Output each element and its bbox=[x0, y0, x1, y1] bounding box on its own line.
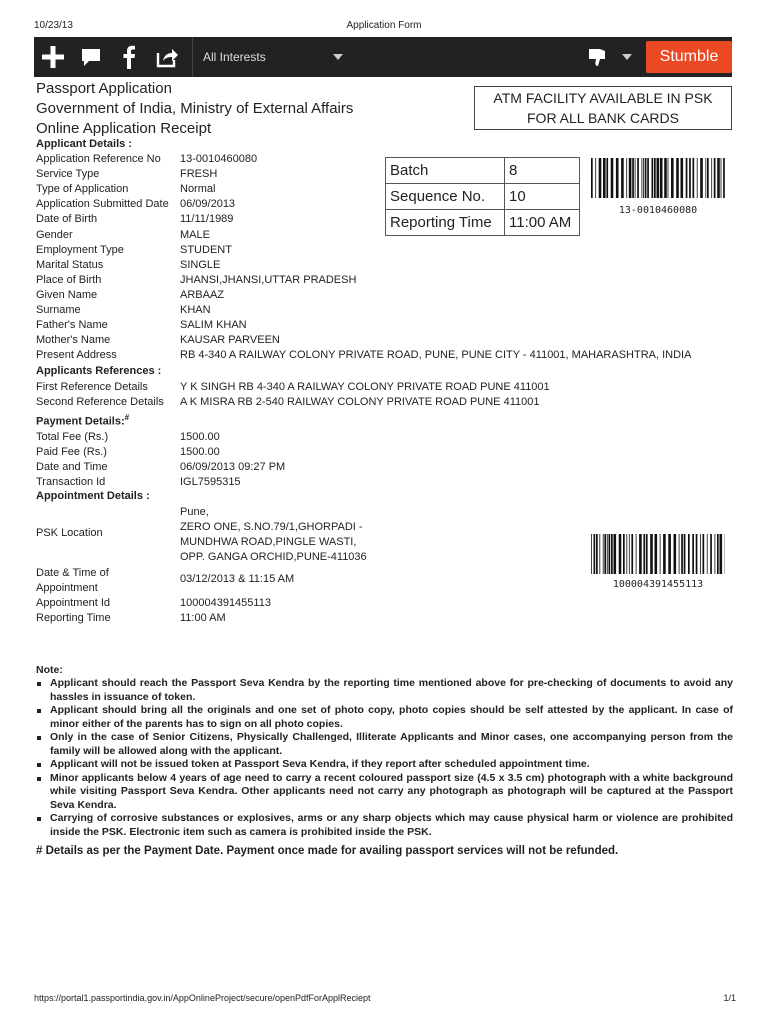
field-label: Employment Type bbox=[36, 243, 124, 256]
barcode-bar bbox=[707, 534, 708, 574]
barcode-bar bbox=[631, 534, 633, 574]
title-line: Government of India, Ministry of External Affairs bbox=[36, 100, 354, 117]
field-label: Surname bbox=[36, 304, 81, 316]
barcode-image bbox=[591, 158, 725, 198]
barcode-bar bbox=[710, 534, 712, 574]
field-value: 06/09/2013 bbox=[180, 198, 236, 211]
field-label: Mother's Name bbox=[36, 334, 111, 347]
barcode-bar bbox=[711, 158, 712, 198]
field-value: A K MISRA RB 2-540 RAILWAY COLONY PRIVATE ROAD PUNE 411001 bbox=[180, 396, 540, 409]
barcode-text: 100004391455113 bbox=[612, 579, 704, 590]
applicant-detail-row bbox=[36, 182, 215, 197]
field-label: Place of Birth bbox=[36, 273, 102, 286]
title-line: Passport Application bbox=[36, 80, 172, 97]
payment-details-heading bbox=[36, 413, 129, 428]
atm-notice bbox=[474, 86, 732, 130]
barcode-bar bbox=[626, 534, 627, 574]
barcode-bar bbox=[609, 534, 611, 574]
footnote: # Details as per the Payment Date. Payment once made for availing passport services will not be refunded. bbox=[36, 845, 619, 857]
field-value: MALE bbox=[180, 228, 210, 241]
field-value: 06/09/2013 09:27 PM bbox=[180, 461, 286, 474]
barcode-bar bbox=[629, 158, 632, 198]
chevron-down-icon bbox=[333, 54, 343, 60]
stumble-button[interactable]: Stumble bbox=[646, 41, 732, 73]
barcode-bar bbox=[696, 534, 698, 574]
field-label: Reporting Time bbox=[36, 612, 111, 625]
field-value: FRESH bbox=[180, 168, 218, 181]
barcode-bar bbox=[671, 158, 674, 198]
field-value: KHAN bbox=[180, 304, 211, 316]
document-title bbox=[36, 79, 353, 139]
appointment-details-heading: Appointment Details : bbox=[36, 490, 150, 502]
note-item: Minor applicants below 4 years of age need to carry a recent coloured passport size (4.5 x 3.5 cm) photograph with a white background while visiting Passport Seva Kendra. Other applicants need not carry any photograph as photograph will be captured at the Passport Seva Kendra. bbox=[36, 772, 733, 813]
reference-row bbox=[36, 380, 550, 395]
barcode-bar bbox=[623, 534, 625, 574]
barcode-bar bbox=[599, 534, 600, 574]
field-label: Father's Name bbox=[36, 319, 108, 332]
barcode-bar bbox=[614, 534, 617, 574]
field-value: IGL7595315 bbox=[180, 476, 241, 489]
field-label: Application Reference No bbox=[36, 153, 161, 165]
atm-notice-line: FOR ALL BANK CARDS bbox=[527, 110, 679, 126]
barcode-bar bbox=[693, 158, 695, 198]
field-label: Gender bbox=[36, 228, 73, 241]
psk-location-line: ZERO ONE, S.NO.79/1,GHORPADI - bbox=[180, 521, 363, 533]
barcode-bar bbox=[611, 534, 613, 574]
toolbar-divider bbox=[192, 37, 193, 77]
field-value: 11/11/1989 bbox=[180, 213, 234, 226]
applicant-detail-row bbox=[36, 228, 210, 243]
barcode-bar bbox=[616, 158, 619, 198]
field-value: KAUSAR PARVEEN bbox=[180, 334, 280, 347]
notes-section bbox=[36, 664, 733, 839]
payment-row bbox=[36, 445, 220, 460]
barcode-bar bbox=[663, 534, 666, 574]
barcode-bar bbox=[717, 534, 719, 574]
field-label: Transaction Id bbox=[36, 476, 106, 489]
field-value: Normal bbox=[180, 183, 216, 196]
applicant-details-heading: Applicant Details : bbox=[36, 138, 132, 150]
applicant-detail-row bbox=[36, 197, 235, 212]
field-label: Service Type bbox=[36, 168, 100, 181]
print-footer-url: https://portal1.passportindia.gov.in/AppOnlineProject/secure/openPdfForApplReciept bbox=[34, 993, 371, 1003]
barcode-bar bbox=[643, 534, 645, 574]
barcode-bar bbox=[603, 158, 606, 198]
chevron-down-icon[interactable] bbox=[622, 54, 632, 60]
references-heading: Applicants References : bbox=[36, 365, 162, 377]
barcode-bar bbox=[668, 534, 671, 574]
note-item: Carrying of corrosive substances or explosives, arms or any sharp objects which may cause physical harm or violence are prohibited inside the PSK. Electronic item such as camera is prohibited inside the PSK. bbox=[36, 812, 733, 839]
barcode-bar bbox=[591, 158, 593, 198]
field-label: Paid Fee (Rs.) bbox=[36, 446, 107, 459]
field-label: Appointment Id bbox=[36, 597, 110, 609]
field-label: Marital Status bbox=[36, 258, 104, 271]
field-value: JHANSI,JHANSI,UTTAR PRADESH bbox=[180, 273, 357, 286]
payment-row bbox=[36, 460, 285, 475]
field-value: SALIM KHAN bbox=[180, 319, 247, 332]
field-label: Date of Birth bbox=[36, 213, 98, 226]
field-value: 11:00 AM bbox=[180, 612, 226, 625]
field-value: RB 4-340 A RAILWAY COLONY PRIVATE ROAD, PUNE, PUNE CITY - 411001, MAHARASHTRA, INDIA bbox=[180, 349, 692, 362]
barcode-bar bbox=[660, 534, 661, 574]
barcode-bar bbox=[635, 158, 636, 198]
field-value: 100004391455113 bbox=[180, 597, 271, 609]
field-label: Given Name bbox=[36, 288, 98, 301]
barcode-bar bbox=[629, 534, 630, 574]
applicant-detail-row bbox=[36, 258, 220, 273]
barcode-bar bbox=[688, 534, 690, 574]
barcode-bar bbox=[595, 158, 596, 198]
applicant-detail-row bbox=[36, 243, 232, 258]
barcode-bar bbox=[650, 534, 653, 574]
thumbs-down-icon[interactable] bbox=[578, 37, 618, 77]
applicant-detail-row bbox=[36, 273, 356, 288]
barcode-bar bbox=[676, 158, 679, 198]
barcode-bar bbox=[720, 534, 723, 574]
stumble-toolbar bbox=[34, 37, 732, 77]
comment-icon[interactable] bbox=[72, 37, 110, 77]
payment-row bbox=[36, 430, 220, 445]
field-label: Application Submitted Date bbox=[36, 198, 169, 211]
applicant-detail-row bbox=[36, 212, 233, 227]
appointment-datetime-label: Date & Time of Appointment bbox=[36, 567, 109, 594]
barcode-bar bbox=[679, 534, 680, 574]
barcode-bar bbox=[637, 158, 639, 198]
barcode-bar bbox=[647, 158, 649, 198]
barcode-bar bbox=[619, 534, 622, 574]
barcode-bar bbox=[626, 158, 627, 198]
barcode-bar bbox=[657, 158, 660, 198]
barcode-bar bbox=[639, 534, 642, 574]
payment-heading-sup: # bbox=[124, 413, 130, 422]
barcode-bar bbox=[684, 534, 686, 574]
reporting-time-value: 11:00 AM bbox=[505, 210, 580, 236]
barcode-bar bbox=[705, 158, 706, 198]
interests-dropdown[interactable] bbox=[203, 50, 343, 64]
note-item: Only in the case of Senior Citizens, Physically Challenged, Illiterate Applicants and Minor cases, one accompanying person from the family will be allowed along with the applicant. bbox=[36, 731, 733, 758]
print-title: Application Form bbox=[346, 20, 422, 31]
barcode-bar bbox=[636, 534, 637, 574]
barcode-bar bbox=[606, 158, 608, 198]
barcode-text: 13-0010460080 bbox=[618, 205, 698, 216]
barcode-bar bbox=[721, 158, 722, 198]
payment-heading-text: Payment Details: bbox=[36, 415, 125, 428]
title-line: Online Application Receipt bbox=[36, 120, 212, 137]
psk-location-line: Pune, bbox=[180, 506, 209, 518]
barcode-bar bbox=[714, 158, 716, 198]
barcode-bar bbox=[645, 158, 647, 198]
interests-dropdown-label: All Interests bbox=[203, 50, 266, 64]
payment-row bbox=[36, 475, 241, 490]
barcode-bar bbox=[654, 158, 656, 198]
barcode-bar bbox=[723, 158, 725, 198]
field-value: ARBAAZ bbox=[180, 288, 225, 301]
barcode-bar bbox=[681, 534, 683, 574]
applicant-detail-row bbox=[36, 288, 224, 303]
barcode-bar bbox=[596, 534, 598, 574]
barcode-bar bbox=[689, 158, 691, 198]
plus-icon[interactable] bbox=[34, 37, 72, 77]
barcode-bar bbox=[599, 158, 602, 198]
field-value: 1500.00 bbox=[180, 446, 220, 459]
barcode-bar bbox=[603, 534, 604, 574]
barcode-bar bbox=[700, 158, 703, 198]
barcode-bar bbox=[611, 158, 614, 198]
field-value: 1500.00 bbox=[180, 431, 220, 443]
barcode-bar bbox=[652, 158, 654, 198]
field-label: Second Reference Details bbox=[36, 396, 164, 409]
barcode-bar bbox=[700, 534, 701, 574]
atm-notice-line: ATM FACILITY AVAILABLE IN PSK bbox=[493, 90, 713, 106]
field-label: Total Fee (Rs.) bbox=[36, 431, 109, 443]
barcode-bar bbox=[681, 158, 684, 198]
applicant-detail-row bbox=[36, 333, 280, 348]
barcode-bar bbox=[660, 158, 663, 198]
batch-table bbox=[385, 157, 580, 236]
barcode-bar bbox=[646, 534, 648, 574]
barcode-bar bbox=[607, 534, 608, 574]
barcode-bar bbox=[692, 534, 694, 574]
barcode-bar bbox=[697, 158, 698, 198]
table-row bbox=[386, 158, 580, 184]
barcode-bar bbox=[674, 534, 677, 574]
sequence-value: 10 bbox=[505, 184, 580, 210]
psk-location-line: MUNDHWA ROAD,PINGLE WASTI, bbox=[180, 536, 357, 548]
note-item: Applicant should reach the Passport Seva Kendra by the reporting time mentioned above for pre-checking of documents to avoid any hassles in issuance of token. bbox=[36, 677, 733, 704]
field-value: SINGLE bbox=[180, 258, 221, 271]
field-label: First Reference Details bbox=[36, 381, 148, 393]
applicant-detail-row bbox=[36, 318, 247, 333]
sequence-label: Sequence No. bbox=[386, 184, 505, 210]
batch-value: 8 bbox=[505, 158, 580, 184]
appointment-row bbox=[36, 596, 271, 611]
barcode-bar bbox=[643, 158, 644, 198]
table-row bbox=[386, 184, 580, 210]
print-page-number: 1/1 bbox=[723, 993, 736, 1003]
barcode-bar bbox=[686, 158, 688, 198]
barcode-bar bbox=[594, 534, 596, 574]
field-label: Present Address bbox=[36, 349, 117, 362]
barcode-bar bbox=[642, 158, 643, 198]
psk-location-line: OPP. GANGA ORCHID,PUNE-411036 bbox=[180, 551, 367, 563]
reporting-time-label: Reporting Time bbox=[386, 210, 505, 236]
field-label: Date and Time bbox=[36, 461, 108, 474]
barcode-bar bbox=[717, 158, 720, 198]
field-value: Y K SINGH RB 4-340 A RAILWAY COLONY PRIVATE ROAD PUNE 411001 bbox=[180, 381, 550, 393]
barcode-bar bbox=[591, 534, 592, 574]
reference-row bbox=[36, 395, 539, 410]
barcode-bar bbox=[664, 158, 667, 198]
field-value: STUDENT bbox=[180, 243, 232, 256]
print-date: 10/23/13 bbox=[34, 20, 73, 31]
applicant-detail-row bbox=[36, 303, 211, 318]
note-title: Note: bbox=[36, 664, 63, 676]
facebook-icon[interactable] bbox=[110, 37, 148, 77]
appointment-datetime-value: 03/12/2013 & 11:15 AM bbox=[180, 573, 295, 585]
barcode-bar bbox=[604, 534, 606, 574]
psk-location-value bbox=[180, 505, 367, 565]
field-value: 13-0010460080 bbox=[180, 153, 258, 165]
barcode-bar bbox=[668, 158, 669, 198]
field-label: Type of Application bbox=[36, 183, 129, 196]
applicant-detail-row bbox=[36, 152, 257, 167]
barcode-bar bbox=[703, 534, 705, 574]
table-row bbox=[386, 210, 580, 236]
barcode-image bbox=[591, 534, 725, 574]
applicant-detail-row bbox=[36, 348, 691, 363]
appointment-row bbox=[36, 611, 226, 626]
batch-label: Batch bbox=[386, 158, 505, 184]
note-list bbox=[36, 677, 733, 839]
barcode-bar bbox=[621, 158, 624, 198]
note-item: Applicant should bring all the originals and one set of photo copy, photo copies should be self attested by the applicant. In case of minor either of the parents has to sign on all photo copies. bbox=[36, 704, 733, 731]
barcode-bar bbox=[715, 534, 716, 574]
psk-location-label: PSK Location bbox=[36, 527, 103, 539]
barcode-bar bbox=[707, 158, 709, 198]
share-icon[interactable] bbox=[148, 37, 186, 77]
print-header bbox=[0, 0, 768, 36]
barcode-bar bbox=[632, 158, 634, 198]
note-item: Applicant will not be issued token at Passport Seva Kendra, if they report after scheduled appointment time. bbox=[36, 758, 733, 772]
applicant-detail-row bbox=[36, 167, 217, 182]
barcode-bar bbox=[655, 534, 658, 574]
